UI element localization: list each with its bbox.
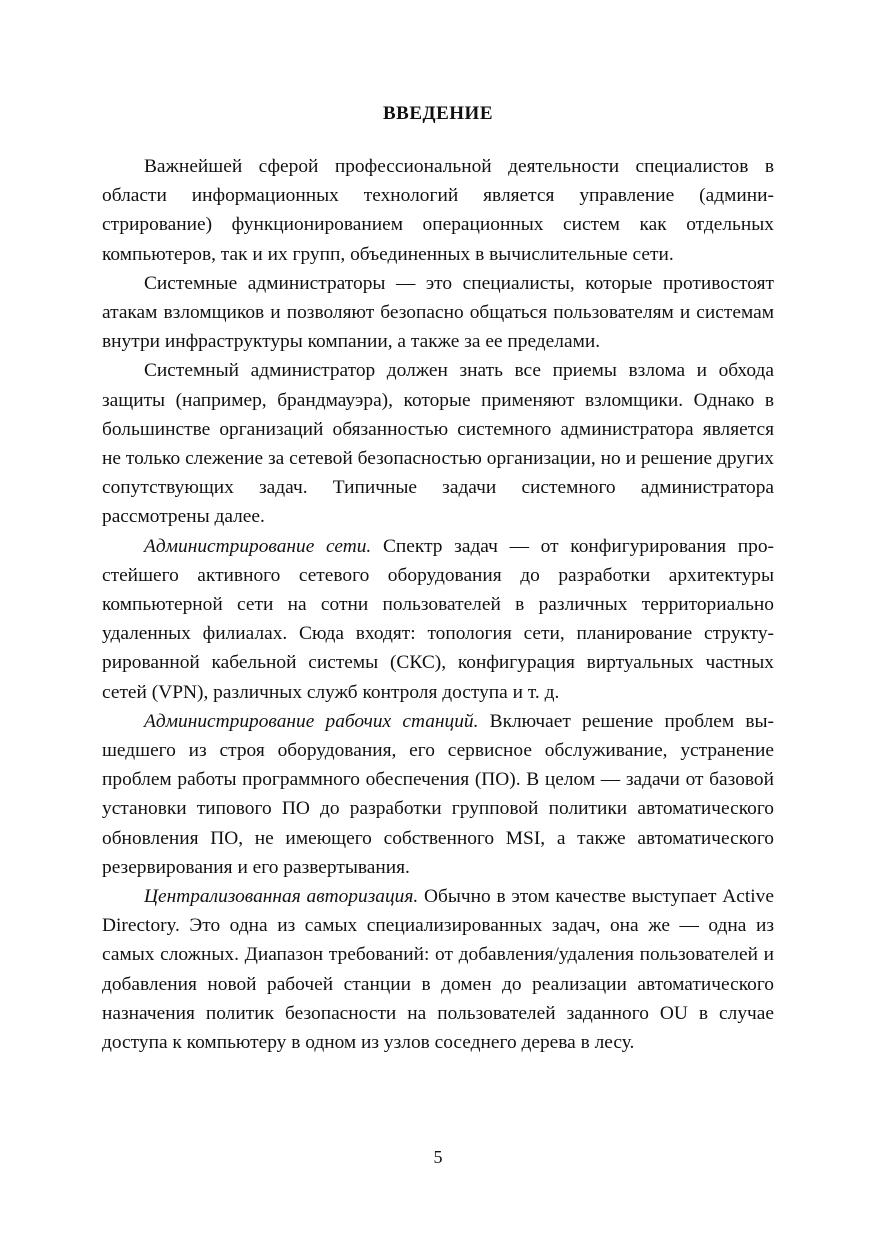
paragraph-central-auth — [102, 882, 774, 1057]
paragraph-text: Обычно в этом качестве выступает Active Directory. Это одна из самых специализированных задач, она же — одна из самых сложных. Диапазон требований: от добавления/удаления пользователей и добавления новой рабочей станции в домен до реализации автоматического назначения политик безопасности на пользователей заданного OU в случае доступа к компьютеру в одном из узлов соседнего дерева в лесу. — [102, 886, 774, 1054]
paragraph-lead: Централизованная авторизация. — [144, 886, 419, 908]
paragraph-lead: Администрирование сети. — [144, 535, 372, 557]
page-title: ВВЕДЕНИЕ — [383, 103, 493, 124]
paragraph-text: Системные администраторы — это специалисты, которые противостоят атакам взломщиков и позволяют безопасно общаться пользователям и системам внутри инфраструктуры компании, а также за ее пределами. — [102, 272, 774, 353]
page-number: 5 — [433, 1147, 443, 1167]
paragraph-text: Важнейшей сферой профессиональной деятельности специалистов в области информационных технологий является управление (администрирование) функционированием операционных систем как отдельных компьютеров, так и их групп, объединенных в вычислительные сети. — [102, 156, 774, 265]
paragraph-sysadmin-duties — [102, 356, 774, 531]
paragraph-text: Системный администратор должен знать все приемы взлома и обхода защиты (например, брандмауэра), которые применяют взломщики. Однако в большинстве организаций обязанностью системного администратора является не только слежение за сетевой безопасностью организации, но и решение других сопутствующих задач. Типичные задачи системного администратора рассмотрены далее. — [102, 360, 774, 528]
paragraph-network-admin — [102, 532, 774, 707]
paragraph-workstation-admin — [102, 707, 774, 882]
paragraph-text: Включает решение проблем вышедшего из строя оборудования, его сервисное обслуживание, устранение проблем работы программного обеспечения (ПО). В целом — задачи от базовой установки типового ПО до разработки групповой политики автоматического обновления ПО, не имеющего собственного MSI, а также автоматического резервирования и его развертывания. — [102, 710, 774, 878]
paragraph-intro — [102, 152, 774, 269]
paragraph-text: Спектр задач — от конфигурирования простейшего активного сетевого оборудования до разработки архитектуры компьютерной сети на сотни пользователей в различных территориально удаленных филиалах. Сюда входят: топология сети, планирование структурированной кабельной системы (СКС), конфигурация виртуальных частных сетей (VPN), различных служб контроля доступа и т. д. — [102, 535, 774, 703]
paragraph-lead: Администрирование рабочих станций. — [144, 710, 479, 732]
paragraph-sysadmins — [102, 269, 774, 357]
body-text — [102, 152, 774, 1057]
